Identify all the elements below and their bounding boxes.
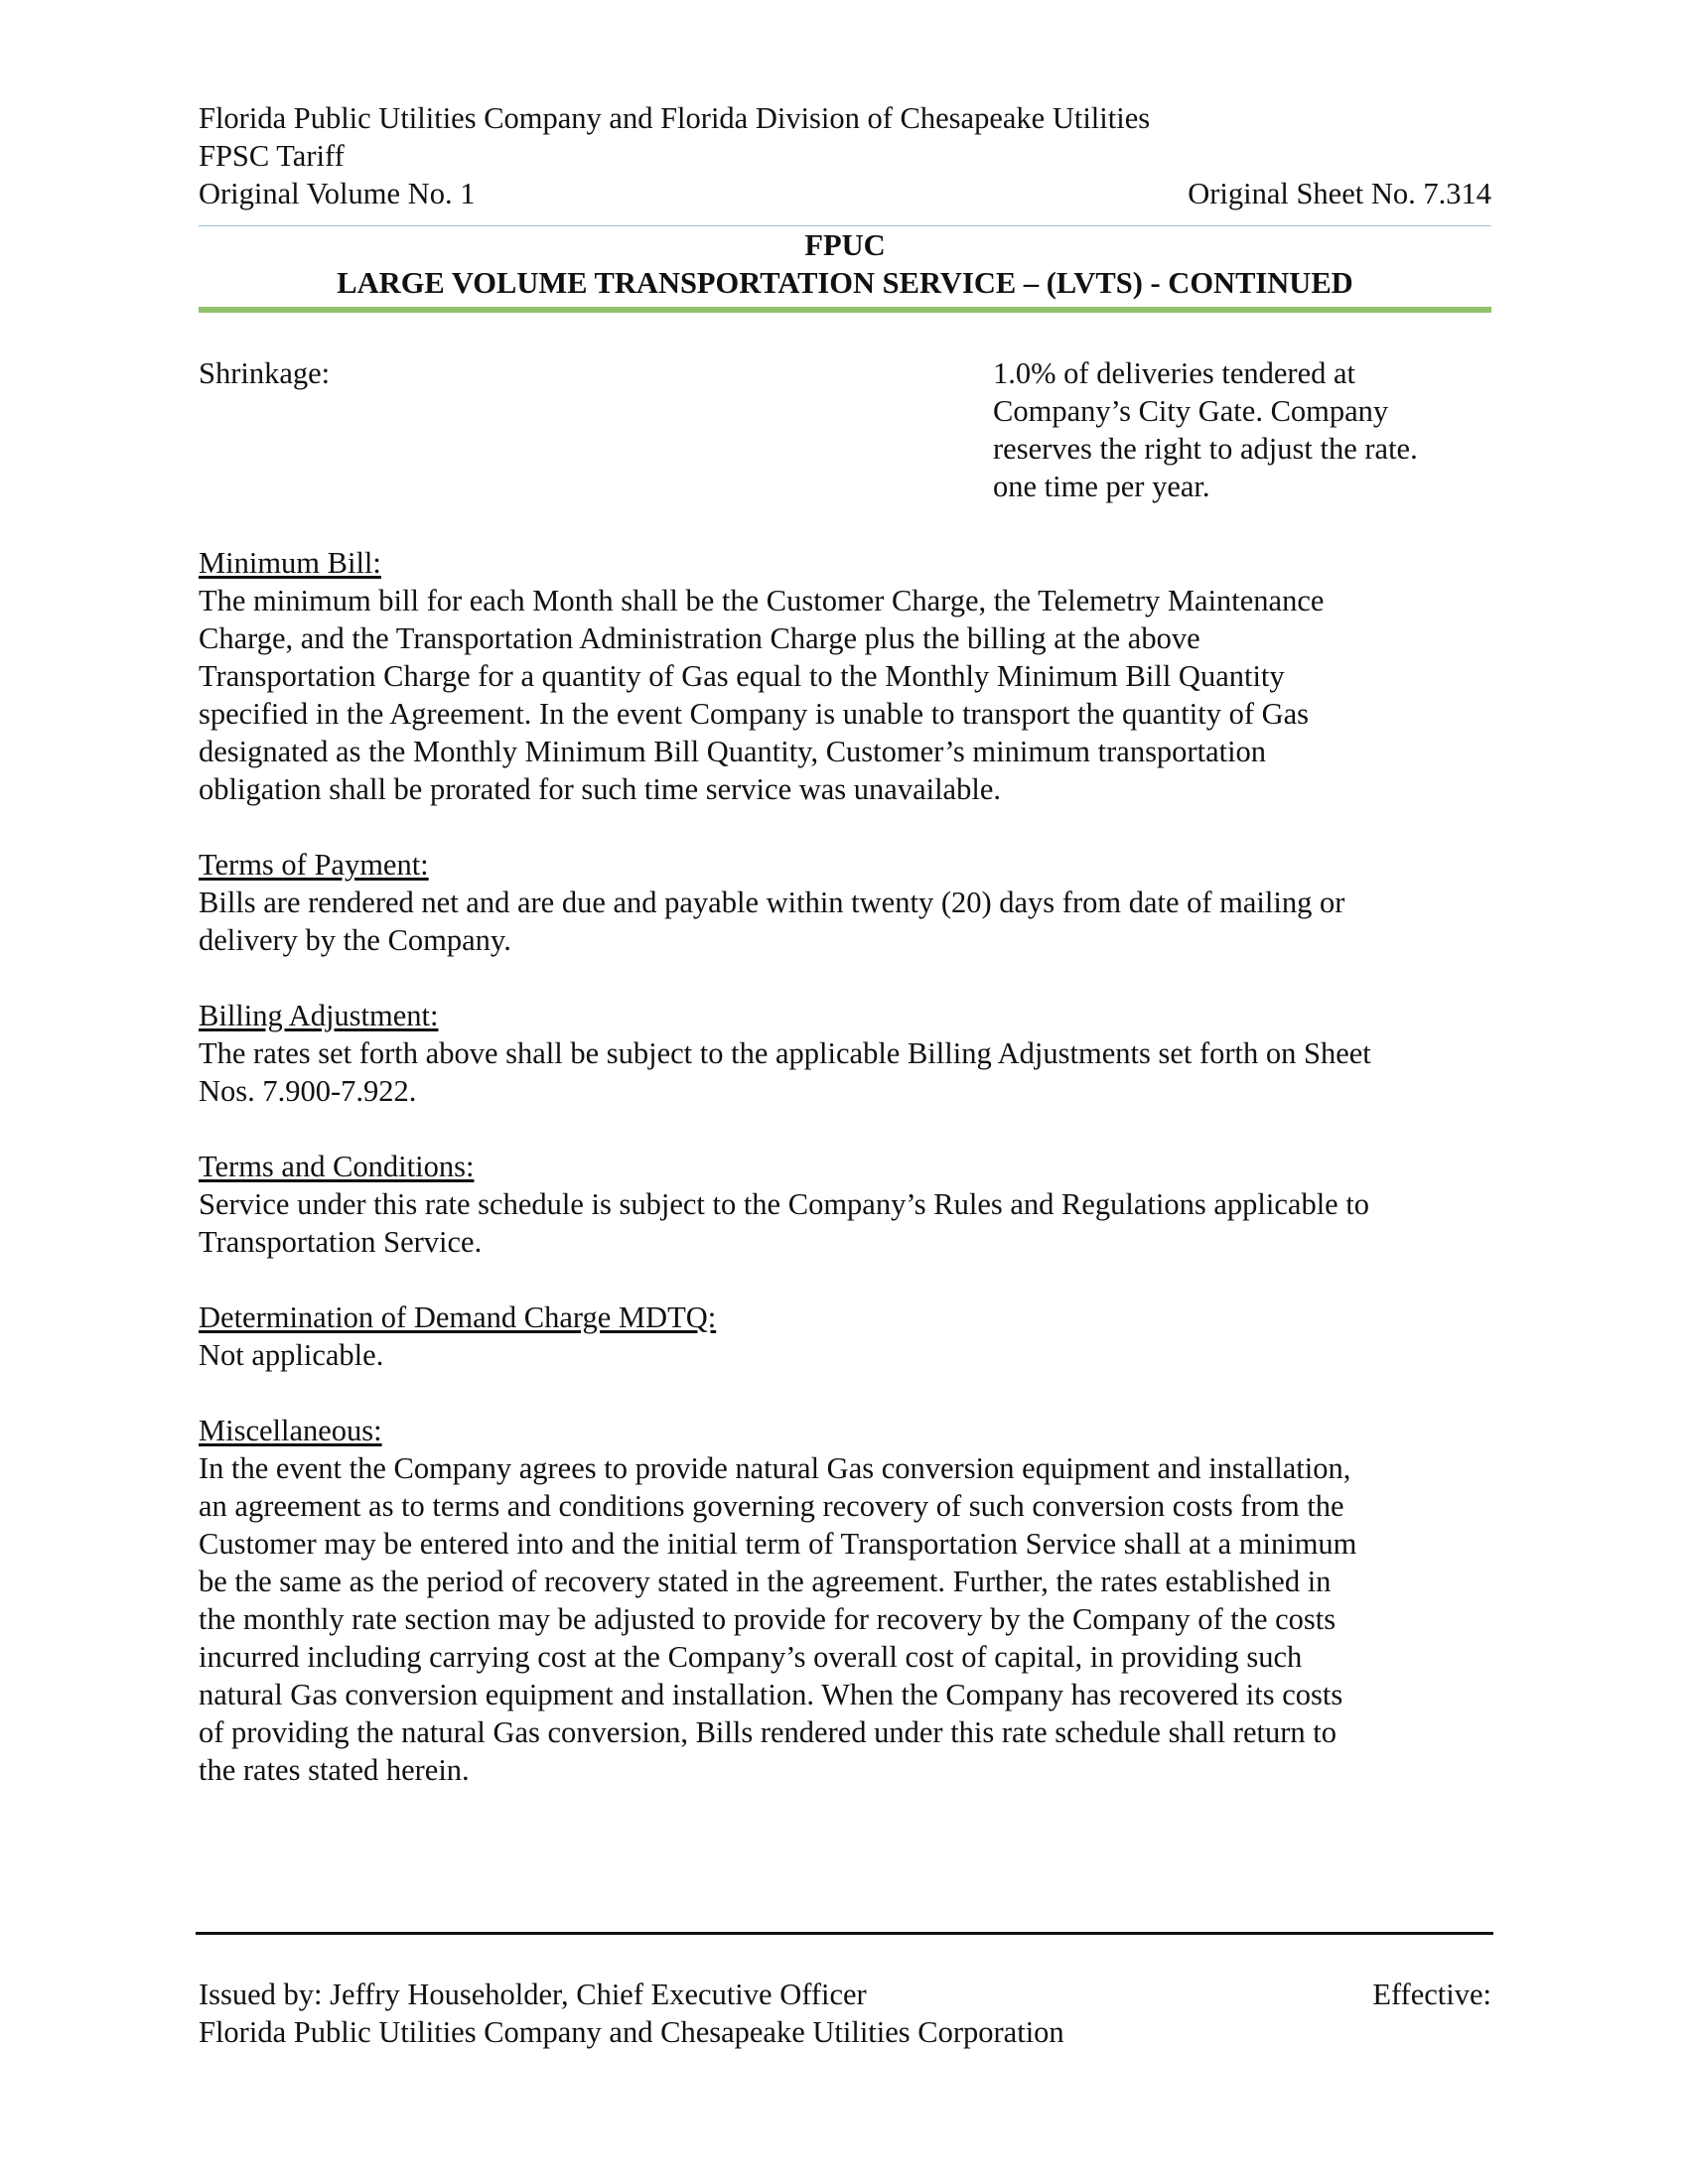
section-heading: Miscellaneous: [199, 1414, 382, 1447]
page-header [199, 99, 1491, 212]
body-line: obligation shall be prorated for such time service was unavailable. [199, 772, 1001, 806]
section-miscellaneous [199, 1412, 1491, 1789]
shrinkage-line: reserves the right to adjust the rate. [993, 432, 1418, 466]
body-line: specified in the Agreement. In the event Company is unable to transport the quantity of Gas [199, 697, 1310, 731]
page-title [199, 226, 1491, 302]
section-body [199, 1449, 1491, 1789]
body-line: Bills are rendered net and are due and payable within twenty (20) days from date of mailing or [199, 886, 1345, 919]
section-terms-of-payment [199, 846, 1491, 959]
section-body [199, 1034, 1491, 1110]
volume-sheet-row [199, 175, 1491, 212]
title-divider [199, 307, 1491, 313]
volume-label: Original Volume No. 1 [199, 177, 476, 210]
body-line: In the event the Company agrees to provide natural Gas conversion equipment and installation, [199, 1451, 1351, 1485]
issued-by: Issued by: Jeffry Householder, Chief Executive Officer [199, 1978, 867, 2011]
shrinkage-text [993, 354, 1418, 505]
section-heading: Determination of Demand Charge MDTQ: [199, 1300, 717, 1334]
section-terms-and-conditions [199, 1148, 1491, 1261]
section-demand-charge-mdtq [199, 1298, 1491, 1374]
body-line: Service under this rate schedule is subject to the Company’s Rules and Regulations applicable to [199, 1187, 1370, 1221]
section-body [199, 1336, 1491, 1374]
body-line: an agreement as to terms and conditions governing recovery of such conversion costs from the [199, 1489, 1344, 1523]
effective-label: Effective: [1372, 1978, 1491, 2011]
body-line: natural Gas conversion equipment and installation. When the Company has recovered its costs [199, 1678, 1343, 1711]
body-line: Nos. 7.900-7.922. [199, 1074, 417, 1108]
body-line: Customer may be entered into and the initial term of Transportation Service shall at a minimum [199, 1527, 1357, 1561]
body-line: Not applicable. [199, 1338, 384, 1372]
tariff-line: FPSC Tariff [199, 139, 345, 173]
body-line: incurred including carrying cost at the Company’s overall cost of capital, in providing such [199, 1640, 1303, 1674]
body-line: The rates set forth above shall be subject to the applicable Billing Adjustments set forth on Sheet [199, 1036, 1371, 1070]
company-line: Florida Public Utilities Company and Florida Division of Chesapeake Utilities [199, 101, 1151, 135]
body-line: the rates stated herein. [199, 1753, 470, 1787]
section-body [199, 884, 1491, 959]
section-body [199, 582, 1491, 808]
section-heading: Terms and Conditions: [199, 1150, 475, 1183]
sheet-label: Original Sheet No. 7.314 [1188, 177, 1491, 210]
section-heading: Terms of Payment: [199, 848, 429, 882]
shrinkage-line: 1.0% of deliveries tendered at [993, 356, 1356, 390]
footer-divider [196, 1932, 1493, 1935]
sections [199, 544, 1491, 1827]
title-line-2: LARGE VOLUME TRANSPORTATION SERVICE – (LVTS) - CONTINUED [337, 266, 1353, 300]
shrinkage-line: Company’s City Gate. Company [993, 394, 1389, 428]
page-footer [199, 1976, 1491, 2051]
title-line-1: FPUC [804, 228, 886, 262]
section-heading: Billing Adjustment: [199, 999, 439, 1032]
shrinkage-label: Shrinkage: [199, 356, 331, 390]
footer-company: Florida Public Utilities Company and Chesapeake Utilities Corporation [199, 2015, 1064, 2049]
body-line: designated as the Monthly Minimum Bill Quantity, Customer’s minimum transportation [199, 735, 1267, 768]
shrinkage-line: one time per year. [993, 470, 1210, 503]
body-line: the monthly rate section may be adjusted to provide for recovery by the Company of the costs [199, 1602, 1336, 1636]
section-billing-adjustment [199, 997, 1491, 1110]
body-line: delivery by the Company. [199, 923, 511, 957]
issued-row [199, 1976, 1491, 2013]
section-minimum-bill [199, 544, 1491, 808]
section-body [199, 1185, 1491, 1261]
body-line: Charge, and the Transportation Administration Charge plus the billing at the above [199, 621, 1200, 655]
section-heading: Minimum Bill: [199, 546, 381, 580]
body-line: The minimum bill for each Month shall be the Customer Charge, the Telemetry Maintenance [199, 584, 1325, 617]
body-line: of providing the natural Gas conversion, Bills rendered under this rate schedule shall return to [199, 1715, 1336, 1749]
body-line: Transportation Charge for a quantity of Gas equal to the Monthly Minimum Bill Quantity [199, 659, 1285, 693]
body-line: Transportation Service. [199, 1225, 483, 1259]
body-line: be the same as the period of recovery stated in the agreement. Further, the rates established in [199, 1565, 1332, 1598]
